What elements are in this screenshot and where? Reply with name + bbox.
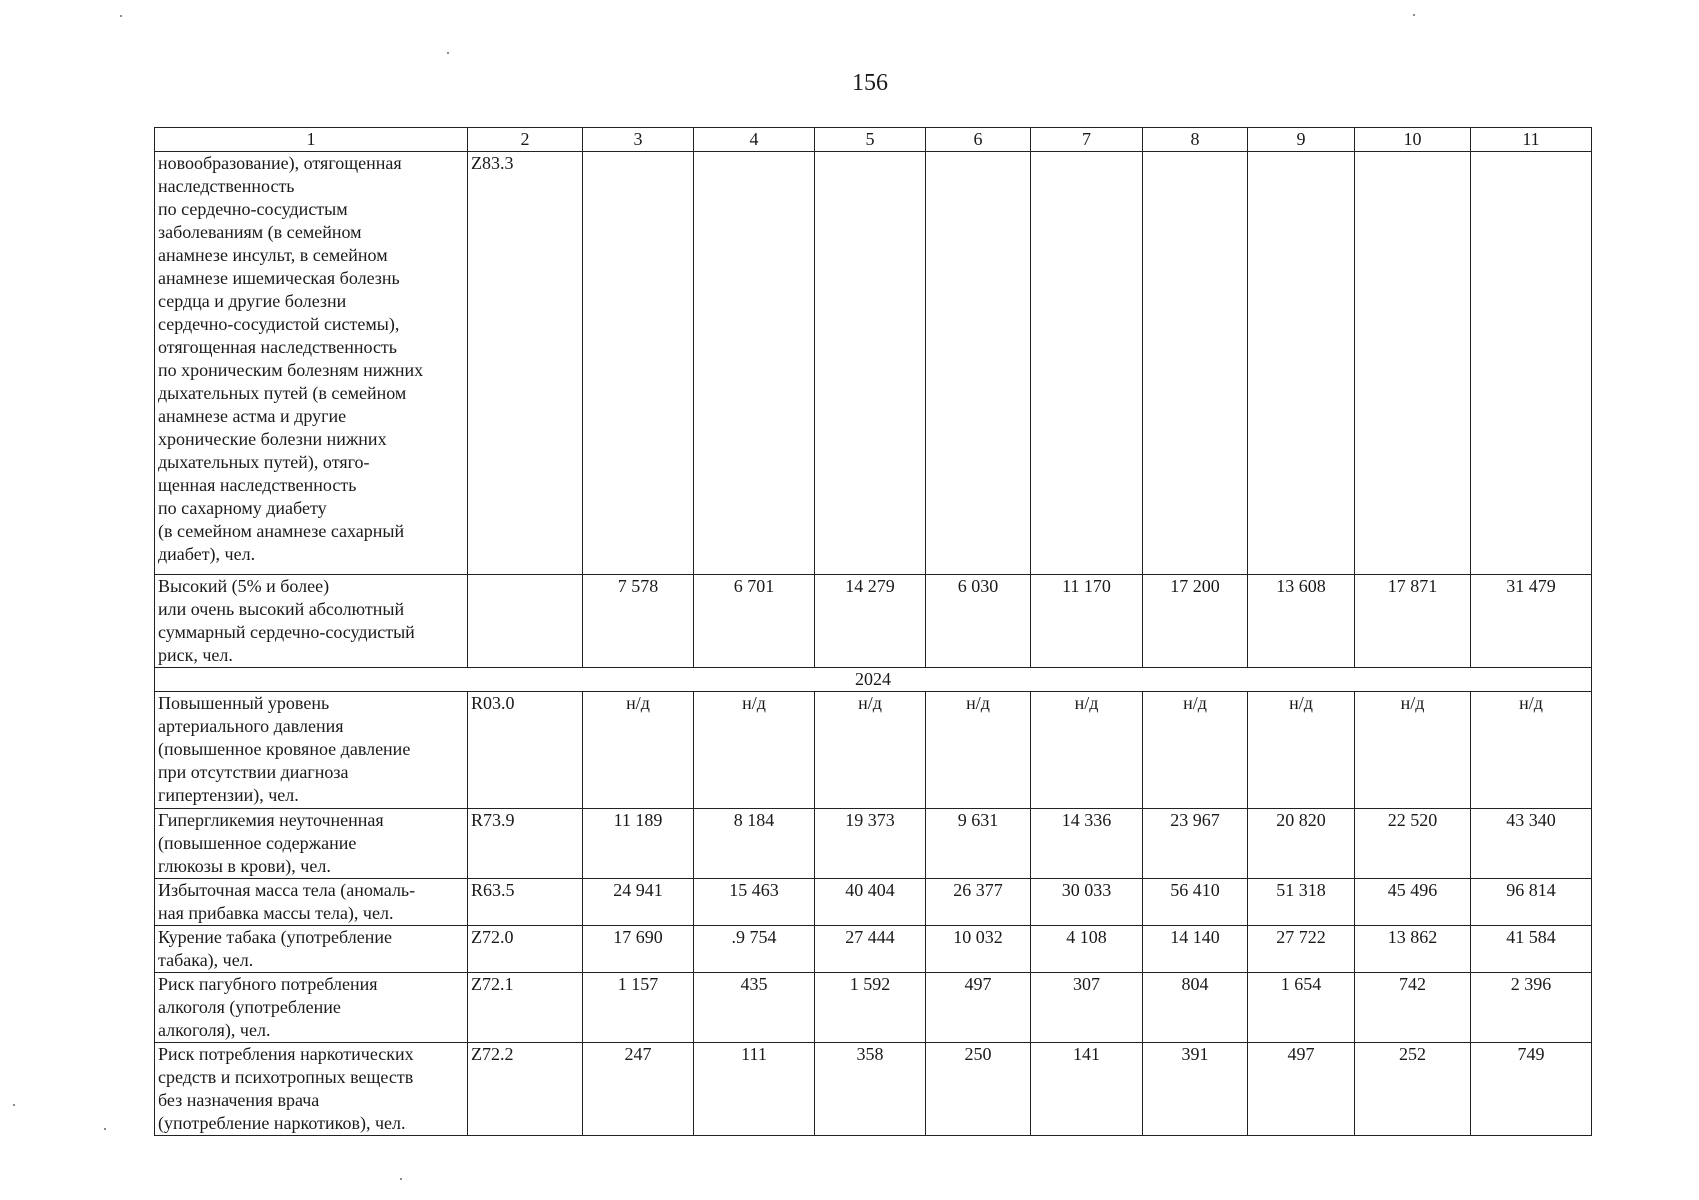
table-cell: 2 396 — [1471, 973, 1592, 1043]
table-cell: 250 — [926, 1043, 1031, 1136]
column-header: 11 — [1471, 128, 1592, 152]
table-cell: 742 — [1355, 973, 1471, 1043]
table-cell: 247 — [583, 1043, 694, 1136]
table-cell: н/д — [815, 692, 926, 809]
table-row — [155, 692, 1592, 809]
table-row — [155, 575, 1592, 668]
table-cell: 307 — [1031, 973, 1143, 1043]
table-cell: 40 404 — [815, 879, 926, 926]
table-cell: 252 — [1355, 1043, 1471, 1136]
column-header: 5 — [815, 128, 926, 152]
column-header: 9 — [1248, 128, 1355, 152]
row-description: Курение табака (употребление табака), чел. — [155, 926, 468, 973]
table-cell: 27 722 — [1248, 926, 1355, 973]
table-cell: н/д — [926, 692, 1031, 809]
table-cell: 30 033 — [1031, 879, 1143, 926]
page-number: 156 — [852, 70, 888, 96]
row-code: R03.0 — [468, 692, 583, 809]
table-cell: 9 631 — [926, 809, 1031, 879]
table-cell: 1 157 — [583, 973, 694, 1043]
table-cell: 11 189 — [583, 809, 694, 879]
table-cell: н/д — [583, 692, 694, 809]
table-cell: н/д — [1143, 692, 1248, 809]
table-cell: 23 967 — [1143, 809, 1248, 879]
row-code: Z72.2 — [468, 1043, 583, 1136]
table-cell: 20 820 — [1248, 809, 1355, 879]
table-cell: 31 479 — [1471, 575, 1592, 668]
row-description: Риск потребления наркотических средств и психотропных веществ без назначения врача (употребление наркотиков), чел. — [155, 1043, 468, 1136]
table-cell: 17 871 — [1355, 575, 1471, 668]
scan-speck — [13, 1104, 15, 1106]
table-cell: н/д — [1471, 692, 1592, 809]
column-header: 1 — [155, 128, 468, 152]
table-cell: 13 862 — [1355, 926, 1471, 973]
table-cell: 41 584 — [1471, 926, 1592, 973]
row-code: Z83.3 — [468, 152, 583, 575]
row-description: Высокий (5% и более) или очень высокий абсолютный суммарный сердечно-сосудистый риск, чел. — [155, 575, 468, 668]
table-cell: 111 — [694, 1043, 815, 1136]
table-cell: 45 496 — [1355, 879, 1471, 926]
scan-speck — [447, 52, 449, 54]
table-row — [155, 809, 1592, 879]
table-cell: 26 377 — [926, 879, 1031, 926]
scan-speck — [104, 1128, 106, 1130]
table-cell: 10 032 — [926, 926, 1031, 973]
table-cell: 141 — [1031, 1043, 1143, 1136]
table-cell: 17 200 — [1143, 575, 1248, 668]
table-cell: н/д — [694, 692, 815, 809]
table-cell: 804 — [1143, 973, 1248, 1043]
table-cell: 391 — [1143, 1043, 1248, 1136]
row-code: Z72.1 — [468, 973, 583, 1043]
row-code: Z72.0 — [468, 926, 583, 973]
row-description: новообразование), отягощенная наследственность по сердечно-сосудистым заболеваниям (в семейном анамнезе инсульт, в семейном анамнезе ишемическая болезнь сердца и другие болезни сердечно-сосудистой системы), отягощенная наследственность по хроническим болезням нижних дыхательных путей (в семейном анамнезе астма и другие хронические болезни нижних дыхательных путей), отяго- щенная наследственность по сахарному диабету (в семейном анамнезе сахарный диабет), чел. — [155, 152, 468, 575]
table-cell: 24 941 — [583, 879, 694, 926]
table-cell: 6 030 — [926, 575, 1031, 668]
table-cell: 22 520 — [1355, 809, 1471, 879]
table-cell: н/д — [1248, 692, 1355, 809]
table-cell: 358 — [815, 1043, 926, 1136]
table-cell: 96 814 — [1471, 879, 1592, 926]
table-row — [155, 973, 1592, 1043]
scan-speck — [400, 1178, 402, 1180]
table-cell: 1 592 — [815, 973, 926, 1043]
column-header: 10 — [1355, 128, 1471, 152]
table-cell: 13 608 — [1248, 575, 1355, 668]
table-cell: 56 410 — [1143, 879, 1248, 926]
table-cell: 51 318 — [1248, 879, 1355, 926]
row-description: Повышенный уровень артериального давления (повышенное кровяное давление при отсутствии диагноза гипертензии), чел. — [155, 692, 468, 809]
table-cell: 497 — [1248, 1043, 1355, 1136]
table-cell: .9 754 — [694, 926, 815, 973]
row-description: Гипергликемия неуточненная (повышенное содержание глюкозы в крови), чел. — [155, 809, 468, 879]
table-cell: н/д — [1031, 692, 1143, 809]
table-cell: 14 336 — [1031, 809, 1143, 879]
table-cell: 749 — [1471, 1043, 1592, 1136]
year-row — [155, 668, 1592, 692]
table-cell: 14 279 — [815, 575, 926, 668]
statistics-table — [154, 127, 1592, 1136]
column-header: 3 — [583, 128, 694, 152]
table-row — [155, 152, 1592, 575]
table-row — [155, 1043, 1592, 1136]
year-label: 2024 — [155, 668, 1592, 692]
table-cell: 15 463 — [694, 879, 815, 926]
table-cell: 14 140 — [1143, 926, 1248, 973]
table-cell: 4 108 — [1031, 926, 1143, 973]
row-description: Риск пагубного потребления алкоголя (употребление алкоголя), чел. — [155, 973, 468, 1043]
row-description: Избыточная масса тела (аномаль- ная прибавка массы тела), чел. — [155, 879, 468, 926]
table-cell: 43 340 — [1471, 809, 1592, 879]
column-header: 6 — [926, 128, 1031, 152]
row-code — [468, 575, 583, 668]
table-cell: 27 444 — [815, 926, 926, 973]
column-number-row — [155, 128, 1592, 152]
table-cell: 11 170 — [1031, 575, 1143, 668]
table-cell: 1 654 — [1248, 973, 1355, 1043]
column-header: 2 — [468, 128, 583, 152]
table-cell: 497 — [926, 973, 1031, 1043]
column-header: 7 — [1031, 128, 1143, 152]
column-header: 4 — [694, 128, 815, 152]
table-row — [155, 879, 1592, 926]
row-code: R63.5 — [468, 879, 583, 926]
table-cell: 8 184 — [694, 809, 815, 879]
table-cell: 6 701 — [694, 575, 815, 668]
scan-speck — [1413, 14, 1415, 16]
column-header: 8 — [1143, 128, 1248, 152]
table-cell: 19 373 — [815, 809, 926, 879]
scan-speck — [120, 15, 122, 17]
table-cell: н/д — [1355, 692, 1471, 809]
table-row — [155, 926, 1592, 973]
row-code: R73.9 — [468, 809, 583, 879]
table-cell: 17 690 — [583, 926, 694, 973]
table-cell: 7 578 — [583, 575, 694, 668]
table-cell: 435 — [694, 973, 815, 1043]
